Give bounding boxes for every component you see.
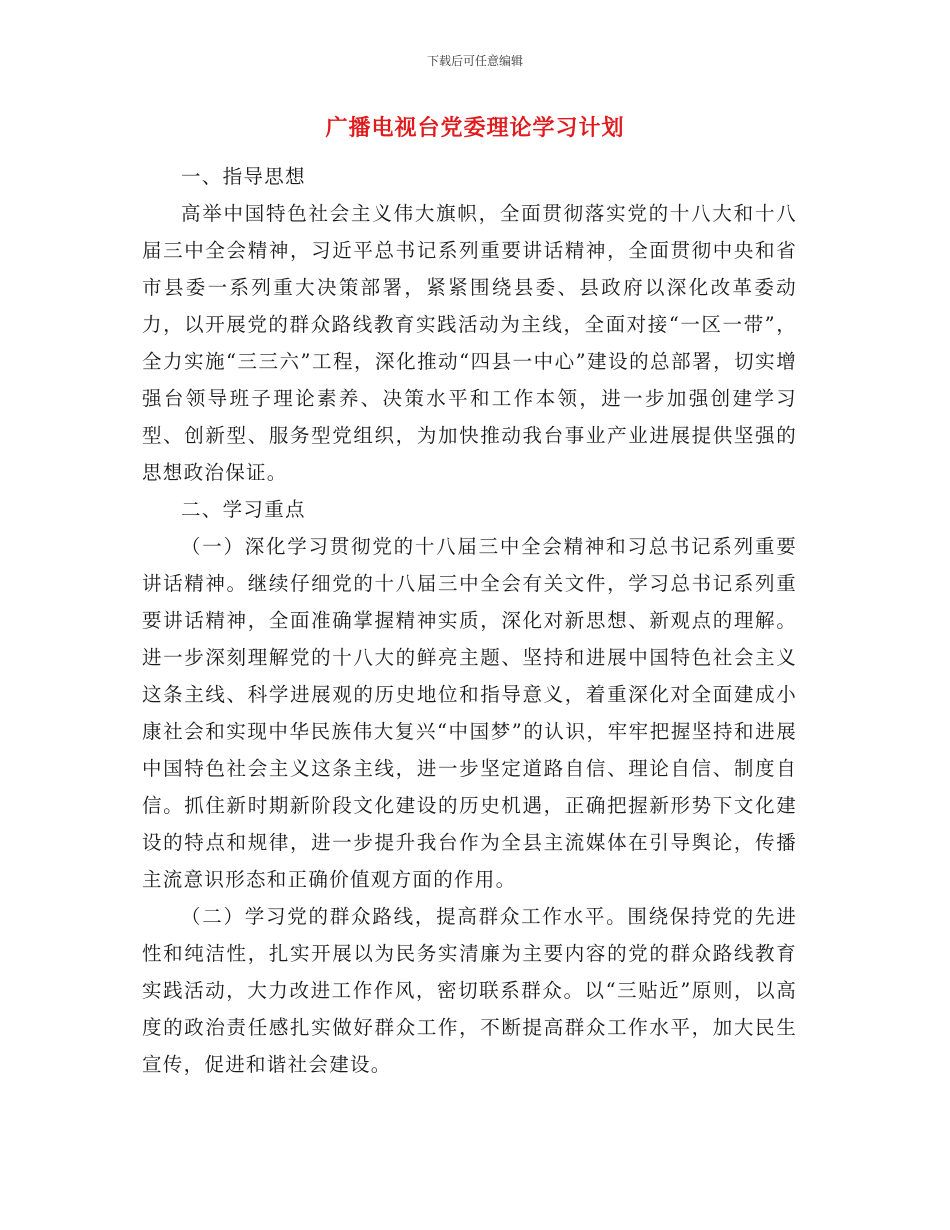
paragraph-guiding-thought: 高举中国特色社会主义伟大旗帜，全面贯彻落实党的十八大和十八届三中全会精神，习近平总书记系列重要讲话精神，全面贯彻中央和省市县委一系列重大决策部署，紧紧围绕县委、县政府以深化改革委动力，以开展党的群众路线教育实践活动为主线，全面对接“一区一带”，全力实施“三三六”工程，深化推动“四县一中心”建设的总部署，切实增强台领导班子理论素养、决策水平和工作本领，进一步加强创建学习型、创新型、服务型党组织，为加快推动我台事业产业进展提供坚强的思想政治保证。 <box>142 202 797 484</box>
header-note: 下载后可任意编辑 <box>426 54 523 68</box>
paragraph-study-focus-2: （二）学习党的群众路线，提高群众工作水平。围绕保持党的先进性和纯洁性，扎实开展以为民务实清廉为主要内容的党的群众路线教育实践活动，大力改进工作作风，密切联系群众。以“三贴近”原则，以高度的政治责任感扎实做好群众工作，不断提高群众工作水平，加大民生宣传，促进和谐社会建设。 <box>142 905 797 1076</box>
section-heading-study-focus: 二、学习重点 <box>181 498 306 521</box>
paragraph-study-focus-1: （一）深化学习贯彻党的十八届三中全会精神和习总书记系列重要讲话精神。继续仔细党的十八届三中全会有关文件，学习总书记系列重要讲话精神，全面准确掌握精神实质，深化对新思想、新观点的理解。进一步深刻理解党的十八大的鲜亮主题、坚持和进展中国特色社会主义这条主线、科学进展观的历史地位和指导意义，着重深化对全面建成小康社会和实现中华民族伟大复兴“中国梦”的认识，牢牢把握坚持和进展中国特色社会主义这条主线，进一步坚定道路自信、理论自信、制度自信。抓住新时期新阶段文化建设的历史机遇，正确把握新形势下文化建设的特点和规律，进一步提升我台作为全县主流媒体在引导舆论，传播主流意识形态和正确价值观方面的作用。 <box>142 535 797 891</box>
section-heading-guiding-thought: 一、指导思想 <box>181 165 306 188</box>
document-body <box>142 158 797 1083</box>
document-title: 广播电视台党委理论学习计划 <box>325 115 625 141</box>
